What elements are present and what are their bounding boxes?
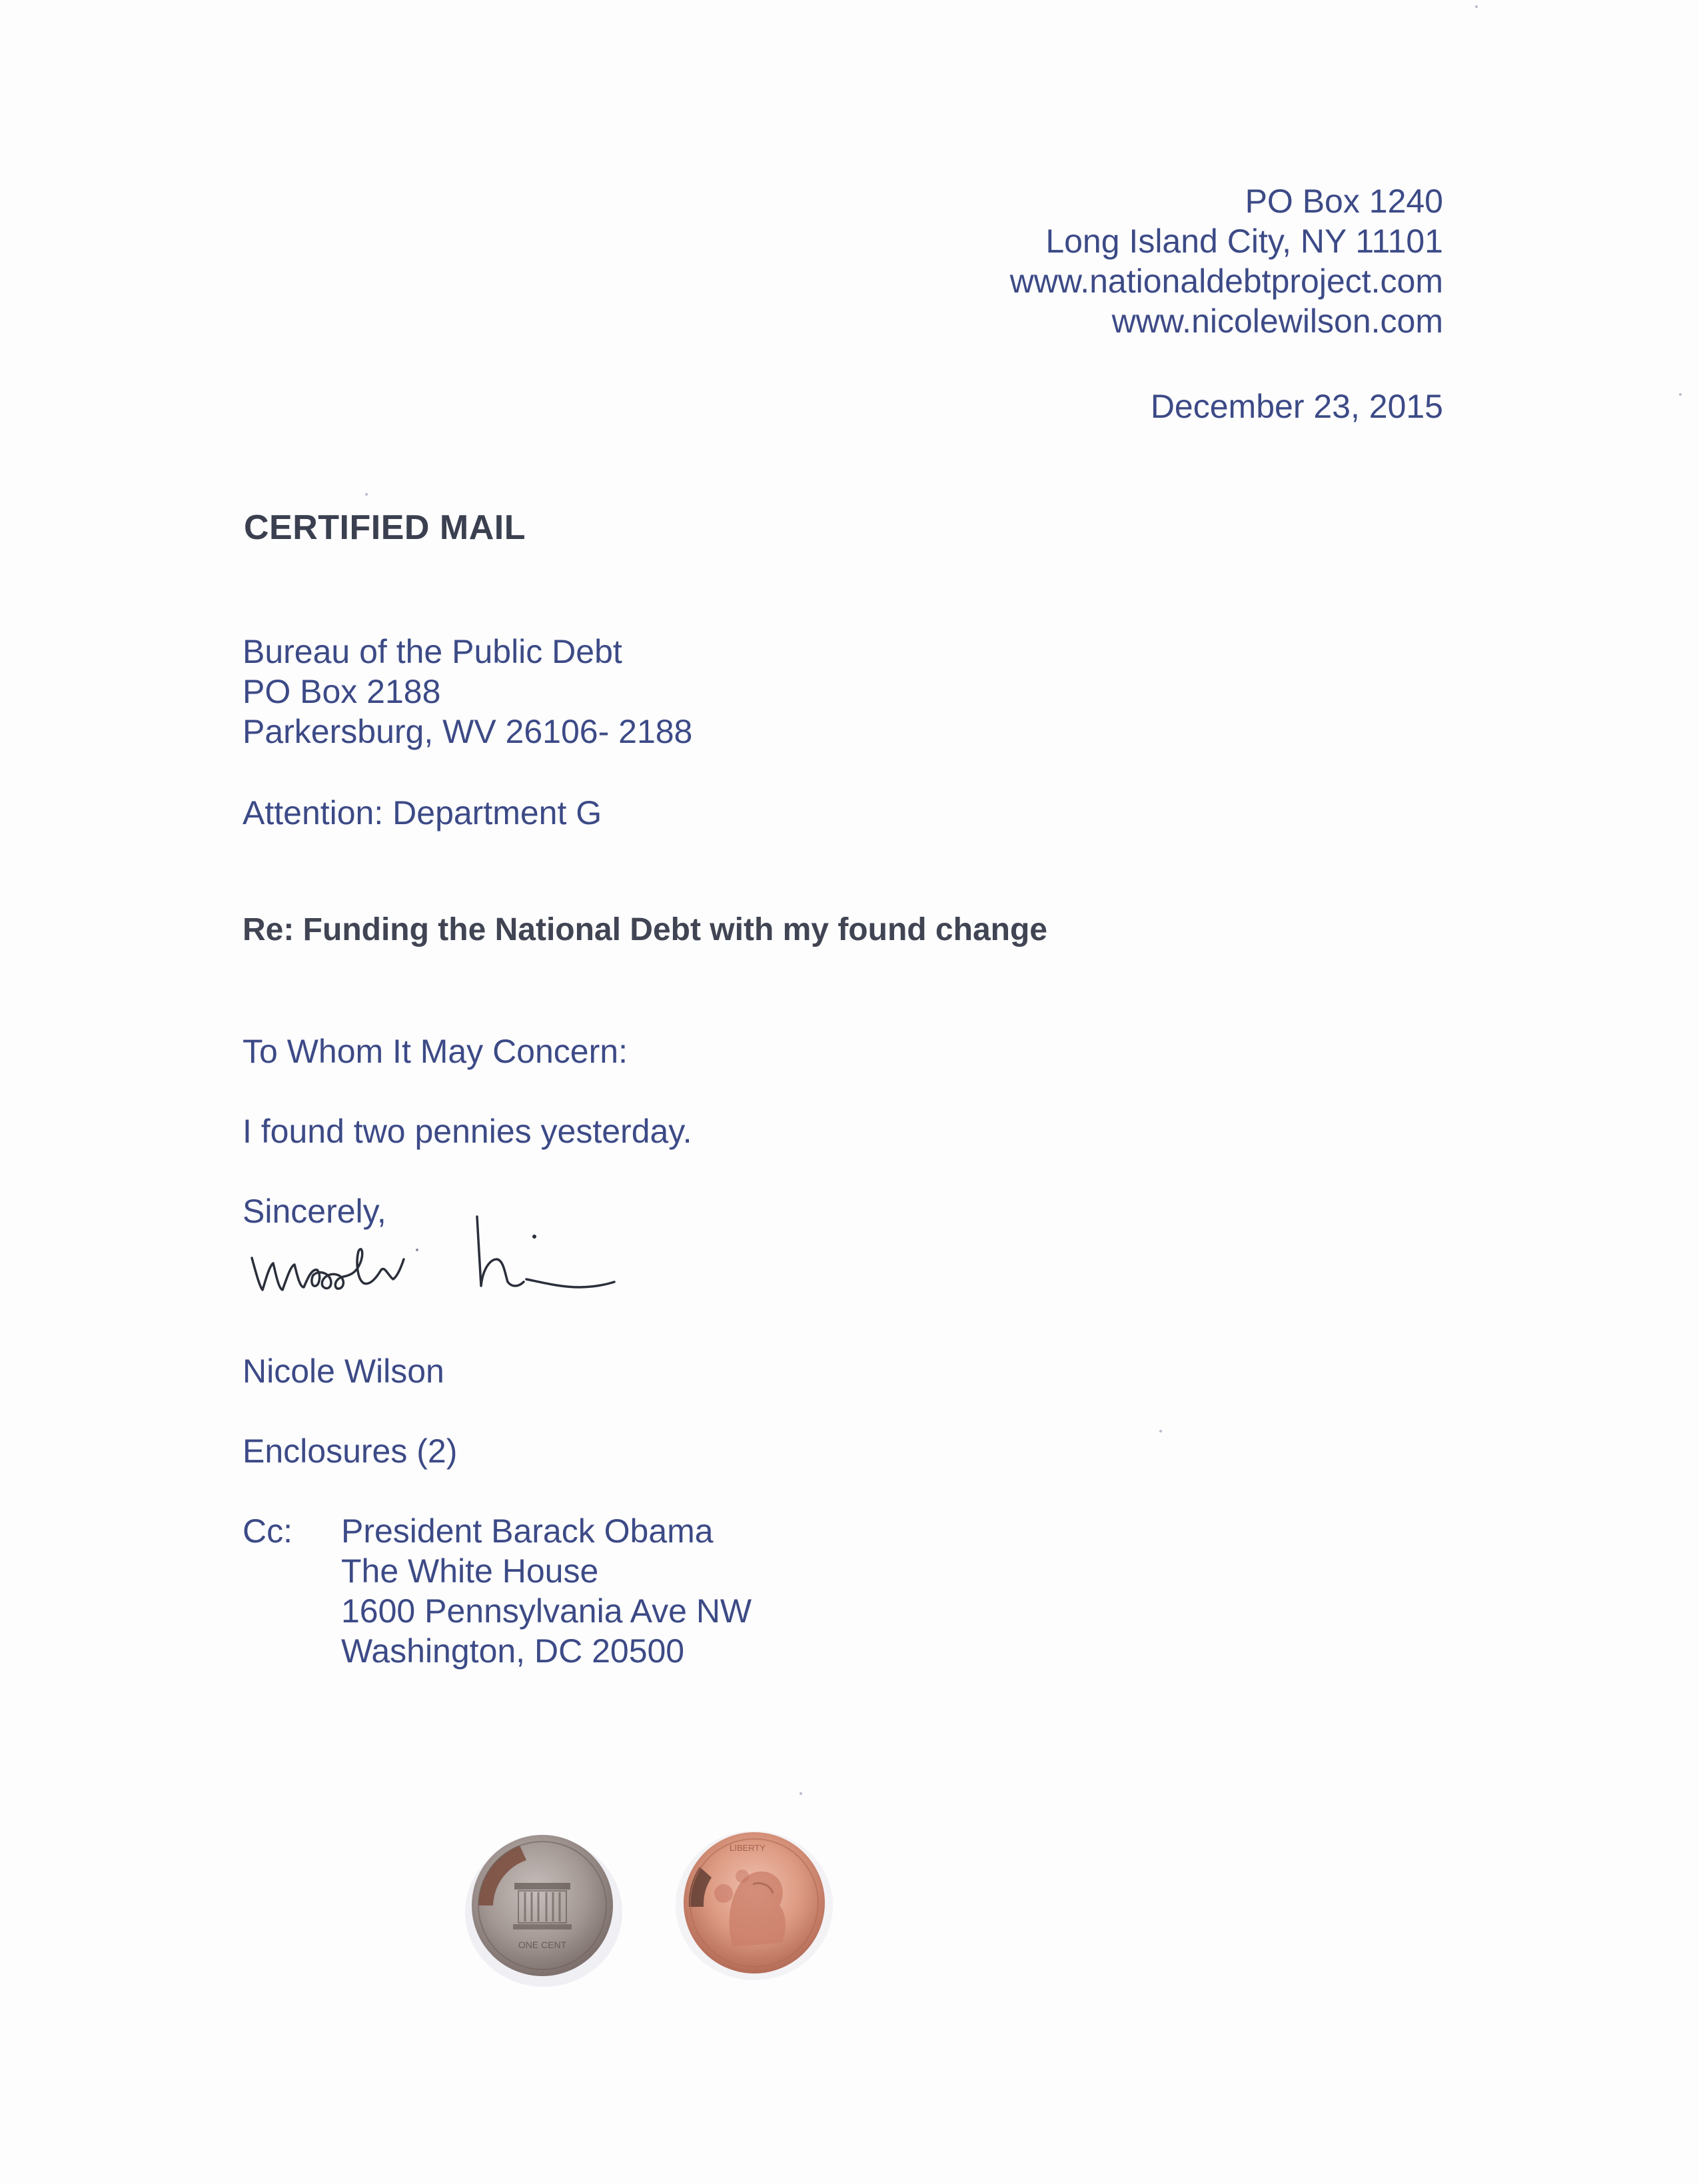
sender-po-box: PO Box 1240 bbox=[1245, 183, 1443, 220]
subject-line: Re: Funding the National Debt with my found change bbox=[243, 912, 1047, 947]
cc-address-line3: Washington, DC 20500 bbox=[341, 1632, 685, 1670]
letter-body: I found two pennies yesterday. bbox=[243, 1113, 692, 1150]
closing-line: Sincerely, bbox=[243, 1193, 386, 1230]
recipient-city-state-zip: Parkersburg, WV 26106- 2188 bbox=[243, 713, 693, 750]
sender-website-national-debt: www.nationaldebtproject.com bbox=[1009, 263, 1443, 300]
certified-mail-heading: CERTIFIED MAIL bbox=[244, 508, 526, 547]
recipient-po-box: PO Box 2188 bbox=[243, 673, 441, 710]
attention-line: Attention: Department G bbox=[243, 794, 602, 831]
signer-name: Nicole Wilson bbox=[243, 1353, 444, 1390]
penny-front-photo bbox=[673, 1820, 833, 1980]
enclosures-line: Enclosures (2) bbox=[243, 1432, 458, 1470]
letter-date: December 23, 2015 bbox=[1150, 388, 1443, 425]
scan-speck bbox=[1475, 5, 1478, 8]
cc-address-line1: The White House bbox=[341, 1552, 599, 1590]
penny-back-text: ONE CENT bbox=[518, 1939, 567, 1950]
penny-back-photo bbox=[462, 1827, 622, 1987]
sender-city-state-zip: Long Island City, NY 11101 bbox=[1045, 223, 1443, 260]
sender-address-block bbox=[933, 181, 1443, 341]
recipient-address-block bbox=[243, 632, 692, 752]
handwritten-signature bbox=[247, 1213, 620, 1319]
cc-name: President Barack Obama bbox=[341, 1512, 714, 1550]
cc-address-line2: 1600 Pennsylvania Ave NW bbox=[341, 1592, 752, 1630]
penny-front-text: LIBERTY bbox=[730, 1843, 766, 1853]
sender-website-personal: www.nicolewilson.com bbox=[1111, 302, 1443, 340]
scan-speck bbox=[1159, 1430, 1162, 1432]
cc-address-block bbox=[341, 1511, 752, 1671]
scan-speck bbox=[800, 1792, 802, 1795]
recipient-name: Bureau of the Public Debt bbox=[243, 633, 622, 670]
cc-label: Cc: bbox=[243, 1512, 292, 1550]
scan-speck bbox=[1679, 393, 1682, 396]
scan-speck bbox=[365, 493, 368, 496]
salutation: To Whom It May Concern: bbox=[243, 1033, 628, 1070]
